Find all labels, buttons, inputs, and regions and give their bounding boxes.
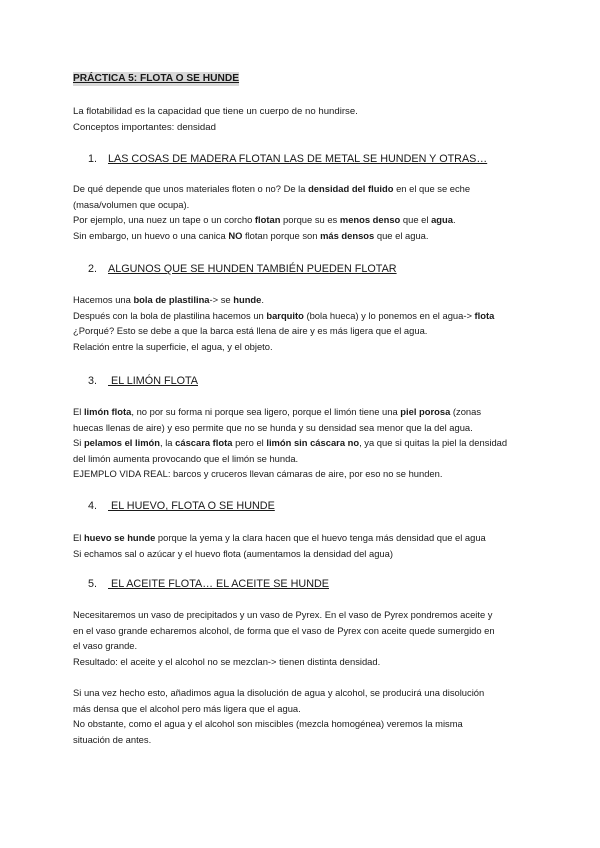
section-heading-text: EL LIMÓN FLOTA (108, 375, 198, 387)
bold-text: limón sin cáscara no (266, 437, 360, 449)
paragraph-line (73, 308, 533, 324)
section-heading (88, 577, 329, 591)
text-run: en el vaso grande echaremos alcohol, de forma que el vaso de Pyrex con aceite quede sumergido en (73, 624, 495, 636)
paragraph-line (73, 228, 533, 244)
paragraph-line (73, 716, 533, 732)
text-run: Por ejemplo, una nuez un tape o un corcho (73, 214, 255, 226)
paragraph-line (73, 339, 533, 355)
bold-text: NO (228, 229, 243, 241)
text-run: Relación entre la superficie, el agua, y el objeto. (73, 340, 273, 352)
text-run: Si una vez hecho esto, añadimos agua la disolución de agua y alcohol, se producirá una disolución (73, 686, 485, 698)
section-paragraph (73, 607, 533, 747)
paragraph-line (73, 623, 533, 639)
text-run: . (452, 214, 456, 226)
text-run: Hacemos una (73, 294, 134, 305)
bold-text: densidad del fluido (308, 183, 394, 194)
paragraph-line (73, 546, 533, 562)
bold-text: limón flota (83, 406, 132, 417)
text-run: , la (160, 437, 176, 449)
bold-text: más densos (320, 229, 375, 241)
section-heading (88, 152, 487, 166)
text-run: (zonas (450, 406, 482, 417)
paragraph-line (73, 607, 533, 623)
bold-text: agua (431, 214, 453, 226)
text-run: que el (400, 214, 432, 226)
text-run: Sin embargo, un huevo o una canica (73, 229, 229, 241)
bold-text: cáscara flota (175, 437, 233, 449)
section-heading (88, 262, 397, 276)
paragraph-line (73, 420, 533, 436)
section-paragraph (73, 404, 533, 482)
paragraph-line (73, 530, 533, 546)
paragraph-line (73, 451, 533, 467)
paragraph-line (73, 292, 533, 308)
bold-text: flota (474, 309, 495, 321)
text-run: situación de antes. (73, 733, 152, 745)
text-run: del limón aumenta provocando que el limón se hunda. (73, 452, 299, 464)
text-run: El (73, 532, 84, 543)
bold-text: menos denso (339, 214, 401, 226)
paragraph-line (73, 466, 533, 482)
section-heading-text: EL HUEVO, FLOTA O SE HUNDE (108, 500, 275, 512)
text-run: Resultado: el aceite y el alcohol no se mezclan-> tienen distinta densidad. (73, 655, 381, 667)
text-run: El (73, 406, 84, 417)
text-run: que el agua. (374, 229, 429, 241)
section-number: 4. (88, 500, 98, 512)
page-title: PRÁCTICA 5: FLOTA O SE HUNDE (73, 73, 240, 84)
intro-line: Conceptos importantes: densidad (73, 122, 216, 133)
bold-text: barquito (266, 309, 304, 321)
paragraph-line (73, 197, 533, 213)
paragraph-line (73, 181, 533, 197)
section-heading-text: ALGUNOS QUE SE HUNDEN TAMBIÉN PUEDEN FLOTAR (108, 263, 397, 275)
text-run: pero el (232, 437, 267, 449)
bold-text: pelamos el limón (83, 437, 161, 449)
section-heading (88, 499, 275, 513)
section-heading-text: EL ACEITE FLOTA… EL ACEITE SE HUNDE (108, 578, 329, 590)
paragraph-line (73, 685, 533, 701)
text-run: Si echamos sal o azúcar y el huevo flota (aumentamos la densidad del agua) (73, 547, 393, 559)
intro-paragraph (73, 104, 358, 136)
paragraph-line (73, 732, 533, 748)
text-run: ¿Porqué? Esto se debe a que la barca está llena de aire y es más ligera que el agua. (73, 325, 428, 337)
bold-text: flotan (254, 214, 281, 226)
paragraph-line (73, 404, 533, 420)
section-heading (88, 374, 198, 388)
text-run: No obstante, como el agua y el alcohol son miscibles (mezcla homogénea) veremos la misma (73, 718, 463, 730)
text-run: De qué depende que unos materiales floten o no? De la (73, 183, 309, 194)
text-run: huecas llenas de aire) y eso permite que no se hunda y su densidad sea menor que la del agua. (73, 421, 473, 433)
text-run: porque su es (280, 214, 340, 226)
paragraph-line (73, 323, 533, 339)
text-run: EJEMPLO VIDA REAL: barcos y cruceros llevan cámaras de aire, por eso no se hunden. (73, 468, 443, 480)
text-run: . (261, 294, 264, 305)
paragraph-line (73, 638, 533, 654)
section-number: 3. (88, 375, 98, 387)
section-paragraph (73, 292, 533, 354)
section-number: 1. (88, 153, 98, 165)
text-run: , no por su forma ni porque sea ligero, porque el limón tiene una (131, 406, 401, 417)
text-run: porque la yema y la clara hacen que el huevo tenga más densidad que el agua (155, 532, 486, 543)
text-run: el vaso grande. (73, 640, 138, 652)
bold-text: bola de plastilina (133, 294, 210, 305)
text-run: Si (73, 437, 84, 449)
text-run: , ya que si quitas la piel la densidad (359, 437, 508, 449)
text-run: flotan porque son (242, 229, 321, 241)
bold-text: huevo se hunde (83, 532, 156, 543)
bold-text: hunde (233, 294, 262, 305)
section-number: 5. (88, 578, 98, 590)
text-run: Después con la bola de plastilina hacemos un (73, 309, 267, 321)
intro-line: La flotabilidad es la capacidad que tiene un cuerpo de no hundirse. (73, 106, 358, 117)
section-number: 2. (88, 263, 98, 275)
text-run: en el que se eche (393, 183, 471, 194)
paragraph-line (73, 654, 533, 670)
text-run: (bola hueca) y lo ponemos en el agua-> (303, 309, 475, 321)
paragraph-line (73, 212, 533, 228)
paragraph-line (73, 435, 533, 451)
section-paragraph (73, 181, 533, 243)
text-run: Necesitaremos un vaso de precipitados y un vaso de Pyrex. En el vaso de Pyrex pondremos aceite y (73, 609, 493, 620)
paragraph-line (73, 669, 533, 685)
section-heading-text: LAS COSAS DE MADERA FLOTAN LAS DE METAL SE HUNDEN Y OTRAS… (108, 153, 488, 165)
text-run: -> se (209, 294, 234, 305)
text-run: (masa/volumen que ocupa). (73, 198, 190, 210)
section-paragraph (73, 530, 533, 561)
text-run: más densa que el alcohol pero más ligera que el agua. (73, 702, 301, 714)
paragraph-line (73, 701, 533, 717)
bold-text: piel porosa (400, 406, 451, 417)
